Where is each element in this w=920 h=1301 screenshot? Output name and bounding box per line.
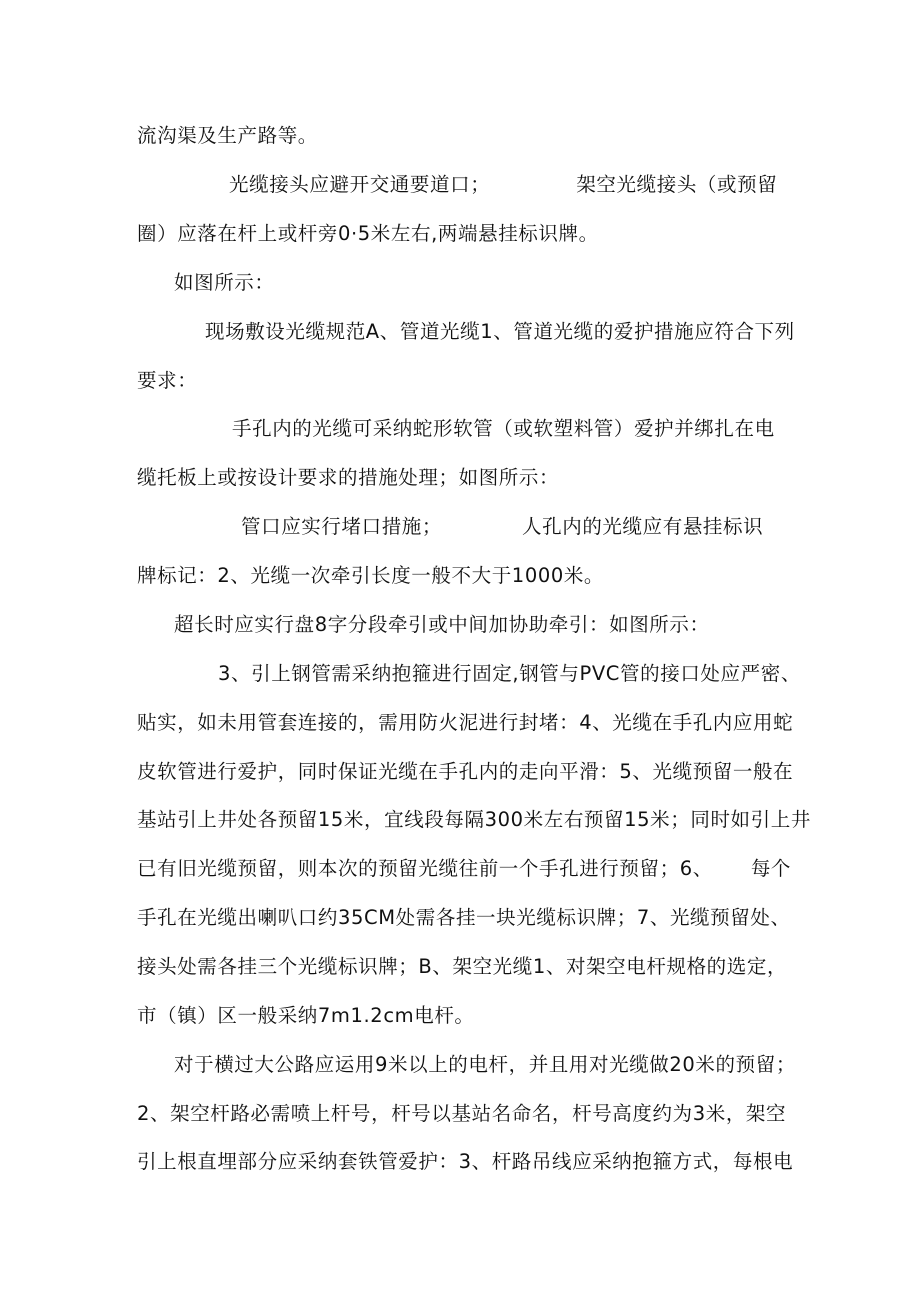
text-line-1: 流沟渠及生产路等。 [137,124,318,147]
text-line-3: 圈）应落在杆上或杆旁0·5米左右,两端悬挂标识牌。 [137,222,599,245]
text-line-20: 对于横过大公路应运用9米以上的电杆，并且用对光缆做20米的预留； [174,1053,796,1076]
text-line-16 [137,856,791,882]
text-line-6: 要求： [137,369,198,392]
text-line-21: 2、架空杆路必需喷上杆号，杆号以基站名命名，杆号高度约为3米，架空 [137,1102,787,1125]
text-line-19: 市（镇）区一般采纳7m1.2cm电杆。 [137,1004,475,1027]
text-segment: 光缆接头应避开交通要道口； [229,173,491,196]
text-line-4: 如图所示： [174,271,275,294]
text-segment: 管口应实行堵口措施； [241,515,443,538]
text-line-7: 手孔内的光缆可采纳蛇形软管（或软塑料管）爱护并绑扎在电 [232,417,775,440]
text-line-15: 基站引上井处各预留15米，宜线段每隔300米左右预留15米；同时如引上井 [137,808,811,831]
text-line-10: 牌标记：2、光缆一次牵引长度一般不大于1000米。 [137,564,605,587]
text-segment: 已有旧光缆预留，则本次的预留光缆往前一个手孔进行预留；6、 [137,857,713,880]
text-line-13: 贴实，如未用管套连接的，需用防火泥进行封堵：4、光缆在手孔内应用蛇 [137,711,794,734]
text-line-11: 超长时应实行盘8字分段牵引或中间加协助牵引：如图所示： [174,613,710,636]
text-line-18: 接头处需各挂三个光缆标识牌；B、架空光缆1、对架空电杆规格的选定， [137,955,788,978]
text-segment: 每个 [750,857,792,880]
text-segment: 架空光缆接头（或预留 [576,173,778,196]
text-line-9 [241,514,763,540]
text-line-17: 手孔在光缆出喇叭口约35CM处需各挂一块光缆标识牌；7、光缆预留处、 [137,906,791,929]
text-line-14: 皮软管进行爱护，同时保证光缆在手孔内的走向平滑：5、光缆预留一般在 [137,760,794,783]
text-segment: 人孔内的光缆应有悬挂标识 [522,515,764,538]
text-line-2 [229,172,777,198]
text-line-22: 引上根直埋部分应采纳套铁管爱护：3、杆路吊线应采纳抱箍方式，每根电 [137,1150,794,1173]
text-line-8: 缆托板上或按设计要求的措施处理；如图所示： [137,466,560,489]
text-line-12: 3、引上钢管需采纳抱箍进行固定,钢管与PVC管的接口处应严密、 [218,662,801,685]
text-line-5: 现场敷设光缆规范A、管道光缆1、管道光缆的爱护措施应符合下列 [205,320,795,343]
